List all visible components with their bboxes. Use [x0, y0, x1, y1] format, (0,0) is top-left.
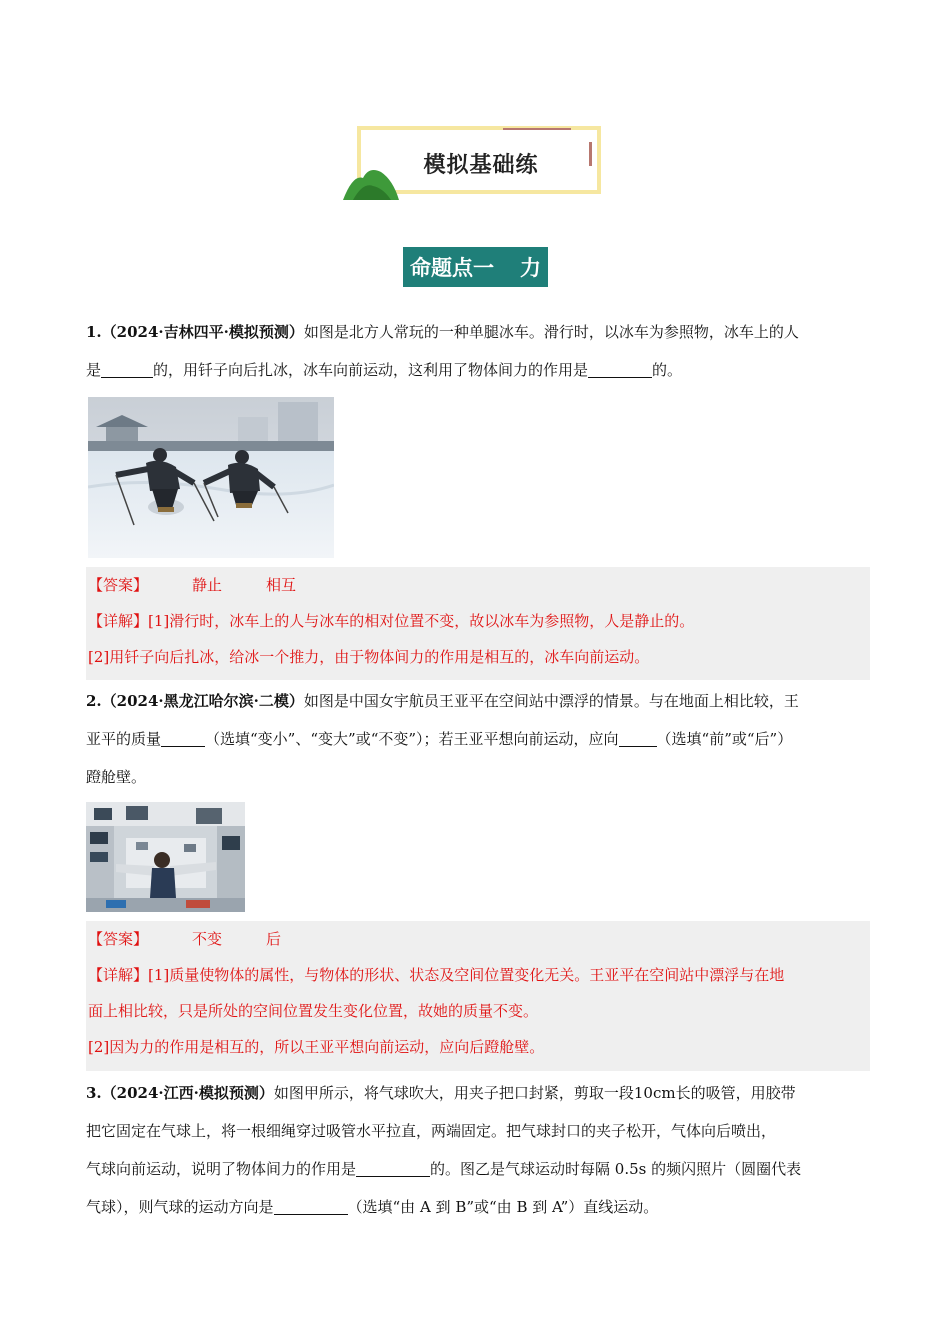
question-text: 的。图乙是气球运动时每隔 0.5s 的频闪照片（圆圈代表	[430, 1160, 802, 1178]
topic-label	[403, 247, 548, 287]
question-number: 3.	[86, 1084, 102, 1102]
detail-line: 面上相比较，只是所处的空间位置发生变化位置，故她的质量不变。	[88, 1002, 539, 1020]
question-text: 是	[86, 361, 102, 379]
banner-decor-tick	[589, 142, 592, 166]
answer-block-2	[86, 921, 870, 1071]
question-3	[86, 1074, 870, 1226]
answer-value: 相互	[266, 576, 297, 594]
answer-value: 后	[266, 930, 282, 948]
question-text: （选填“变小”、“变大”或“不变”）；若王亚平想向前运动，应向	[205, 730, 619, 748]
question-1-line1	[86, 313, 870, 351]
detail-line	[88, 603, 868, 639]
question-text: 气球），则气球的运动方向是	[86, 1198, 274, 1216]
question-source: （2024·吉林四平·模拟预测）	[101, 323, 304, 341]
answer-tag: 【答案】	[88, 930, 149, 948]
answer-value: 静止	[192, 576, 223, 594]
mountain-icon	[343, 164, 403, 202]
detail-text: [1]质量使物体的属性，与物体的形状、状态及空间位置变化无关。王亚平在空间站中漂浮与在地	[148, 966, 785, 984]
question-2-line3: 蹬舱壁。	[86, 768, 147, 786]
answer-row	[88, 567, 868, 603]
question-3-line4	[86, 1188, 870, 1226]
question-1-line2	[86, 351, 870, 389]
banner-decor-line	[503, 128, 571, 130]
detail-tag: 【详解】	[88, 612, 149, 630]
answer-blank	[619, 728, 657, 747]
answer-blank	[588, 359, 652, 378]
question-source: （2024·黑龙江哈尔滨·二模）	[101, 692, 304, 710]
answer-row	[88, 921, 868, 957]
topic-label-name: 力	[520, 256, 541, 280]
detail-line	[88, 957, 868, 993]
answer-blank	[356, 1158, 430, 1177]
ice-sled-photo	[88, 397, 334, 558]
question-text: 如图是北方人常玩的一种单腿冰车。滑行时，以冰车为参照物，冰车上的人	[303, 323, 799, 341]
answer-blank	[161, 728, 205, 747]
topic-label-number: 命题点一	[410, 256, 494, 280]
question-text: 如图是中国女宇航员王亚平在空间站中漂浮的情景。与在地面上相比较，王	[303, 692, 799, 710]
question-text: 的，用钎子向后扎冰，冰车向前运动，这利用了物体间力的作用是	[153, 361, 589, 379]
question-text: 如图甲所示，将气球吹大，用夹子把口封紧，剪取一段10cm长的吸管，用胶带	[273, 1084, 796, 1102]
question-2	[86, 682, 870, 796]
question-text: （选填“由 A 到 B”或“由 B 到 A”）直线运动。	[347, 1198, 659, 1216]
question-text: （选填“前”或“后”）	[656, 730, 793, 748]
question-2-line2	[86, 720, 870, 758]
question-3-line3	[86, 1150, 870, 1188]
question-3-line2: 把它固定在气球上，将一根细绳穿过吸管水平拉直，两端固定。把气球封口的夹子松开，气体向后喷出，	[86, 1122, 777, 1140]
answer-block-1	[86, 567, 870, 680]
detail-tag: 【详解】	[88, 966, 149, 984]
answer-tag: 【答案】	[88, 576, 149, 594]
question-text: 气球向前运动，说明了物体间力的作用是	[86, 1160, 357, 1178]
section-banner	[343, 124, 607, 202]
question-text: 的。	[652, 361, 683, 379]
question-source: （2024·江西·模拟预测）	[101, 1084, 274, 1102]
space-station-photo	[86, 802, 245, 912]
detail-text: [1]滑行时，冰车上的人与冰车的相对位置不变，故以冰车为参照物，人是静止的。	[148, 612, 695, 630]
question-1	[86, 313, 870, 389]
detail-line: [2]用钎子向后扎冰，给冰一个推力，由于物体间力的作用是相互的，冰车向前运动。	[88, 648, 650, 666]
detail-line: [2]因为力的作用是相互的，所以王亚平想向前运动，应向后蹬舱壁。	[88, 1038, 545, 1056]
question-number: 2.	[86, 692, 102, 710]
question-3-line1	[86, 1074, 870, 1112]
question-text: 亚平的质量	[86, 730, 162, 748]
banner-title: 模拟基础练	[423, 153, 539, 178]
answer-blank	[274, 1196, 348, 1215]
question-number: 1.	[86, 323, 102, 341]
answer-value: 不变	[192, 930, 223, 948]
question-2-line1	[86, 682, 870, 720]
answer-blank	[101, 359, 153, 378]
